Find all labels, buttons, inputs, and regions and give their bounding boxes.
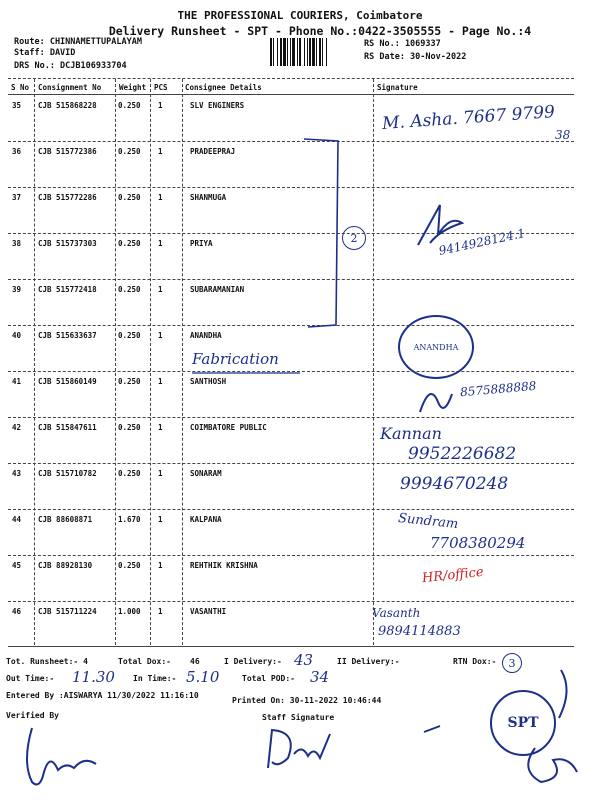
col-sno: S No bbox=[11, 83, 30, 92]
handwritten-signature-35: M. Asha. 7667 9799 bbox=[381, 101, 556, 135]
row-sno: 42 bbox=[12, 423, 22, 432]
row-sno: 40 bbox=[12, 331, 22, 340]
row-consignment: CJB 515737303 bbox=[38, 239, 97, 248]
entered-by: Entered By :AISWARYA 11/30/2022 11:16:10 bbox=[6, 691, 199, 700]
row-weight: 0.250 bbox=[118, 331, 141, 340]
rs-number: RS No.: 1069337 bbox=[364, 39, 441, 49]
row-weight: 0.250 bbox=[118, 101, 141, 110]
handwritten-phone-41: 8575888888 bbox=[459, 378, 537, 400]
circled-count-mark bbox=[342, 226, 366, 250]
drs-number: DRS No.: DCJB106933704 bbox=[14, 61, 127, 71]
row-consignment: CJB 515710782 bbox=[38, 469, 97, 478]
row-consignee: SONARAM bbox=[190, 469, 222, 478]
col-consignee: Consignee Details bbox=[185, 83, 262, 92]
row-pcs: 1 bbox=[158, 285, 163, 294]
ii-delivery-label: II Delivery:- bbox=[337, 657, 400, 666]
row-pcs: 1 bbox=[158, 607, 163, 616]
rtn-dox-label: RTN Dox:- bbox=[453, 657, 497, 666]
row-sno: 44 bbox=[12, 515, 22, 524]
row-weight: 1.000 bbox=[118, 607, 141, 616]
row-consignment: CJB 515633637 bbox=[38, 331, 97, 340]
table-bottom-rule bbox=[8, 646, 574, 647]
out-time-label: Out Time:- bbox=[6, 674, 55, 683]
col-consignment: Consignment No bbox=[38, 83, 102, 92]
table-row bbox=[8, 325, 574, 371]
handwritten-out-time: 11.30 bbox=[72, 668, 115, 686]
row-consignment: CJB 88608871 bbox=[38, 515, 93, 524]
table-header bbox=[8, 79, 574, 94]
row-sno: 36 bbox=[12, 147, 22, 156]
row-sno: 43 bbox=[12, 469, 22, 478]
staff-signature-label: Staff Signature bbox=[262, 713, 335, 722]
row-sno: 38 bbox=[12, 239, 22, 248]
in-time-label: In Time:- bbox=[133, 674, 177, 683]
row-sno: 41 bbox=[12, 377, 22, 386]
col-signature: Signature bbox=[377, 83, 418, 92]
verified-by-label: Verified By bbox=[6, 711, 59, 720]
row-weight: 0.250 bbox=[118, 193, 141, 202]
circled-count-text: 2 bbox=[350, 231, 358, 245]
i-delivery-label: I Delivery:- bbox=[224, 657, 282, 666]
anandha-company-stamp bbox=[398, 315, 474, 379]
row-weight: 0.250 bbox=[118, 147, 141, 156]
row-weight: 0.250 bbox=[118, 239, 141, 248]
row-consignment: CJB 515772386 bbox=[38, 147, 97, 156]
handwritten-phone-42: 9952226682 bbox=[408, 444, 517, 464]
col-weight: Weight bbox=[119, 83, 147, 92]
row-consignee: REHTHIK KRISHNA bbox=[190, 561, 258, 570]
handwritten-phone-46: 9894114883 bbox=[378, 624, 461, 639]
row-sno: 45 bbox=[12, 561, 22, 570]
barcode bbox=[270, 38, 358, 66]
verified-by-signature bbox=[14, 722, 109, 790]
row-consignee: COIMBATORE PUBLIC bbox=[190, 423, 267, 432]
staff-label: Staff: DAVID bbox=[14, 48, 76, 58]
handwritten-phone-43: 9994670248 bbox=[400, 474, 509, 494]
row-consignee: VASANTHI bbox=[190, 607, 227, 616]
row-consignment: CJB 515847611 bbox=[38, 423, 97, 432]
printed-on: Printed On: 30-11-2022 10:46:44 bbox=[232, 696, 382, 705]
total-dox-label: Total Dox:- bbox=[118, 657, 171, 666]
row-weight: 1.670 bbox=[118, 515, 141, 524]
table-row bbox=[8, 141, 574, 187]
row-sno: 35 bbox=[12, 101, 22, 110]
row-consignee: ANANDHA bbox=[190, 331, 222, 340]
row-sno: 39 bbox=[12, 285, 22, 294]
rtn-count-text: 3 bbox=[508, 656, 516, 670]
stamp-text: ANANDHA bbox=[413, 342, 459, 352]
table-row bbox=[8, 279, 574, 325]
row-consignee: SANTHOSH bbox=[190, 377, 227, 386]
table-row bbox=[8, 601, 574, 647]
row-pcs: 1 bbox=[158, 147, 163, 156]
row-consignee: SHANMUGA bbox=[190, 193, 227, 202]
route-label: Route: CHINNAMETTUPALAYAM bbox=[14, 37, 142, 47]
handwritten-name-42: Kannan bbox=[380, 424, 442, 443]
handwritten-delivery-count: 43 bbox=[294, 651, 314, 669]
row-consignee: SLV ENGINERS bbox=[190, 101, 245, 110]
handwritten-pod-count: 34 bbox=[310, 668, 330, 686]
row-consignment: CJB 515860149 bbox=[38, 377, 97, 386]
row-sno: 46 bbox=[12, 607, 22, 616]
table-row bbox=[8, 555, 574, 601]
row-consignee: PRIYA bbox=[190, 239, 213, 248]
row-consignment: CJB 515772418 bbox=[38, 285, 97, 294]
runsheet-title: Delivery Runsheet - SPT - Phone No.:0422-3505555 - Page No.:4 bbox=[108, 24, 532, 38]
total-dox-value: 46 bbox=[190, 657, 200, 666]
handwritten-name-46: Vasanth bbox=[372, 606, 421, 620]
total-pod-label: Total POD:- bbox=[242, 674, 295, 683]
row-weight: 0.250 bbox=[118, 377, 141, 386]
row-pcs: 1 bbox=[158, 239, 163, 248]
handwritten-phone-44: 7708380294 bbox=[430, 534, 526, 552]
row-weight: 0.250 bbox=[118, 423, 141, 432]
row-consignee: KALPANA bbox=[190, 515, 222, 524]
row-pcs: 1 bbox=[158, 377, 163, 386]
handwritten-fabrication-note: Fabrication bbox=[192, 350, 279, 368]
company-title: THE PROFESSIONAL COURIERS, Coimbatore bbox=[177, 9, 423, 22]
row-consignment: CJB 88928130 bbox=[38, 561, 93, 570]
row-pcs: 1 bbox=[158, 561, 163, 570]
row-consignment: CJB 515772286 bbox=[38, 193, 97, 202]
row-pcs: 1 bbox=[158, 515, 163, 524]
row-pcs: 1 bbox=[158, 101, 163, 110]
handwritten-phone-38: 9414928124.1 bbox=[437, 226, 527, 258]
row-pcs: 1 bbox=[158, 423, 163, 432]
row-pcs: 1 bbox=[158, 469, 163, 478]
row-consignee: SUBARAMANIAN bbox=[190, 285, 245, 294]
pen-mark bbox=[418, 712, 448, 740]
row-weight: 0.250 bbox=[118, 561, 141, 570]
spt-stamp-text: SPT bbox=[507, 715, 539, 731]
row-consignee: PRADEEPRAJ bbox=[190, 147, 236, 156]
staff-signature bbox=[258, 722, 338, 774]
row-consignment: CJB 515868228 bbox=[38, 101, 97, 110]
row-sno: 37 bbox=[12, 193, 22, 202]
row-weight: 0.250 bbox=[118, 285, 141, 294]
table-row bbox=[8, 187, 574, 233]
handwritten-signature-41 bbox=[410, 382, 460, 422]
supervisor-signature bbox=[505, 660, 585, 790]
handwritten-in-time: 5.10 bbox=[186, 668, 220, 686]
barcode-bar bbox=[327, 38, 329, 66]
underline-stroke bbox=[192, 370, 302, 376]
handwritten-note-35: 38 bbox=[555, 128, 571, 142]
handwritten-name-44: Sundram bbox=[397, 510, 459, 533]
handwritten-office-note-45: HR/office bbox=[421, 564, 485, 587]
col-pcs: PCS bbox=[154, 83, 168, 92]
row-consignment: CJB 515711224 bbox=[38, 607, 97, 616]
row-pcs: 1 bbox=[158, 193, 163, 202]
row-pcs: 1 bbox=[158, 331, 163, 340]
row-weight: 0.250 bbox=[118, 469, 141, 478]
tot-runsheet: Tot. Runsheet:- 4 bbox=[6, 657, 88, 666]
rs-date: RS Date: 30-Nov-2022 bbox=[364, 52, 467, 62]
